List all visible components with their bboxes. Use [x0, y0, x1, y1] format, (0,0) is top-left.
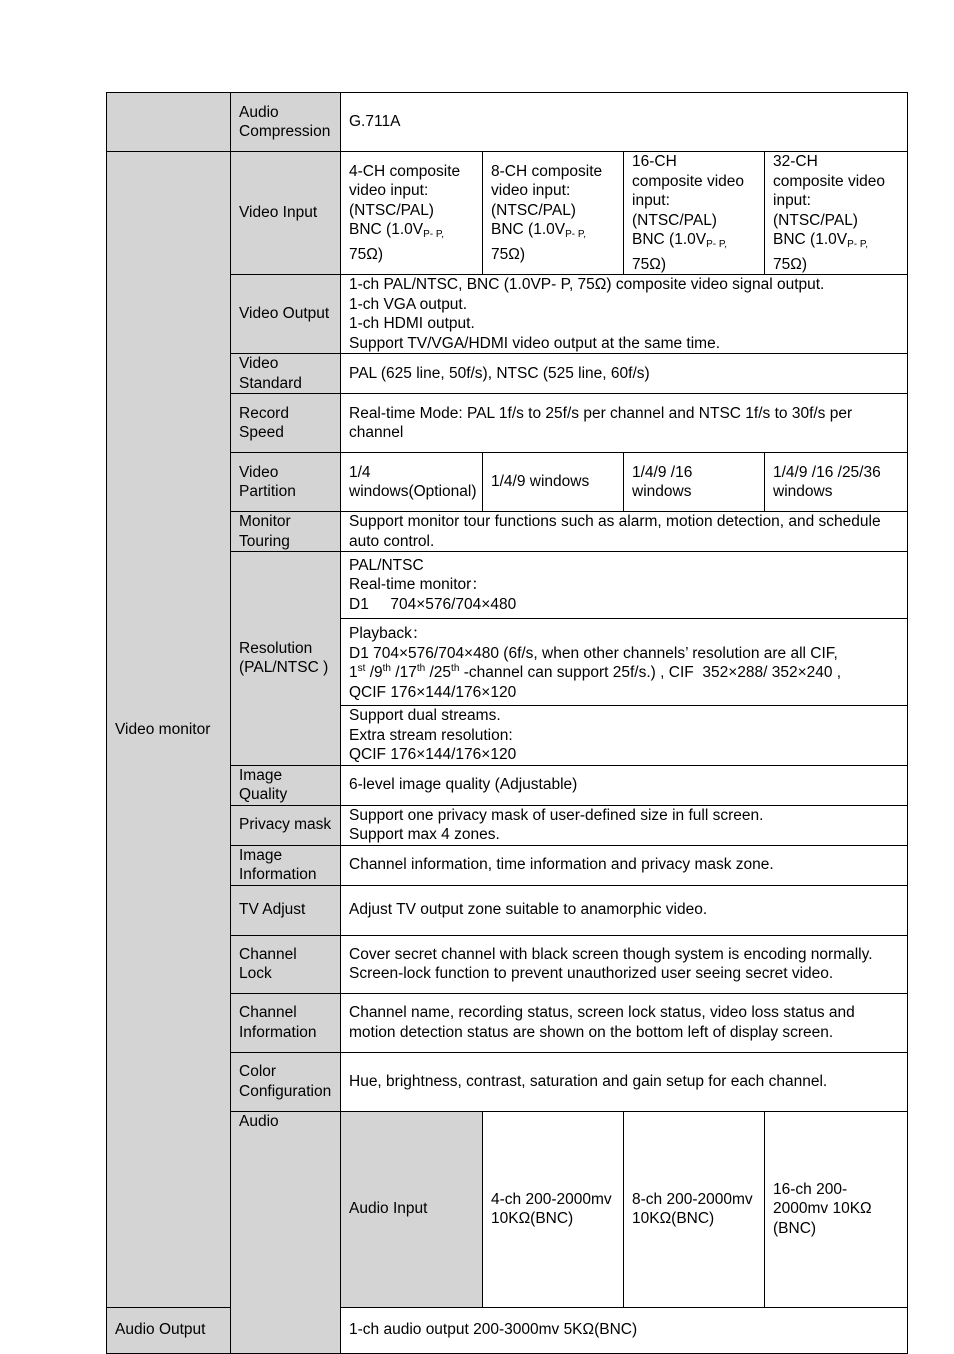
audio-input-4ch: 4-ch 200-2000mv 10KΩ(BNC)	[483, 1111, 624, 1307]
feature-label-video-input: Video Input	[231, 152, 341, 275]
value-resolution-live: PAL/NTSC Real-time monitor： D1 704×576/704×480	[341, 552, 908, 619]
feature-label-privacy-mask: Privacy mask	[231, 805, 341, 845]
value-privacy-mask: Support one privacy mask of user-defined size in full screen. Support max 4 zones.	[341, 805, 908, 845]
audio-input-8ch: 8-ch 200-2000mv 10KΩ(BNC)	[624, 1111, 765, 1307]
category-video-monitor	[107, 152, 231, 1308]
feature-label-channel-lock: Channel Lock	[231, 935, 341, 993]
video-input-8ch: 8-CH composite video input: (NTSC/PAL) BNC ($1.0V_{P- P,}$ 75Ω)	[483, 152, 624, 275]
feature-label-color-configuration: Color Configuration	[231, 1052, 341, 1111]
feature-label-tv-adjust: TV Adjust	[231, 885, 341, 935]
value-resolution-extra-stream: Support dual streams. Extra stream resolution: QCIF 176×144/176×120	[341, 706, 908, 766]
audio-input-16ch: 16-ch 200-2000mv 10KΩ (BNC)	[765, 1111, 908, 1307]
feature-label-video-standard: Video Standard	[231, 354, 341, 394]
feature-label-monitor-touring: Monitor Touring	[231, 512, 341, 552]
video-partition-32ch: 1/4/9 /16 /25/36 windows	[765, 453, 908, 512]
value-audio-output: 1-ch audio output 200-3000mv 5KΩ(BNC)	[341, 1307, 908, 1353]
video-partition-4ch: 1/4 windows(Optional)	[341, 453, 483, 512]
feature-label-audio-output: Audio Output	[107, 1307, 231, 1353]
video-input-4ch: 4-CH composite video input: (NTSC/PAL) BNC ($1.0V_{P- P,}$ 75Ω)	[341, 152, 483, 275]
value-channel-information: Channel name, recording status, screen lock status, video loss status and motion detection status are shown on the bottom left of display screen.	[341, 993, 908, 1052]
feature-label-audio-input: Audio Input	[341, 1111, 483, 1307]
value-video-output: 1-ch PAL/NTSC, BNC (1.0VP- P, 75Ω) composite video signal output. 1-ch VGA output. 1-ch HDMI output. Support TV/VGA/HDMI video output at the same time.	[341, 275, 908, 354]
value-monitor-touring: Support monitor tour functions such as alarm, motion detection, and schedule auto control.	[341, 512, 908, 552]
value-record-speed: Real-time Mode: PAL 1f/s to 25f/s per channel and NTSC 1f/s to 30f/s per channel	[341, 394, 908, 453]
value-channel-lock: Cover secret channel with black screen though system is encoding normally. Screen-lock function to prevent unauthorized user seeing secret video.	[341, 935, 908, 993]
video-input-16ch: 16-CH composite video input: (NTSC/PAL) BNC ($1.0V_{P- P,}$ 75Ω)	[624, 152, 765, 275]
value-image-quality: 6-level image quality (Adjustable)	[341, 765, 908, 805]
feature-label-video-output: Video Output	[231, 275, 341, 354]
feature-label-video-partition: Video Partition	[231, 453, 341, 512]
feature-label-image-information: Image Information	[231, 845, 341, 885]
category-label: Audio	[239, 1112, 279, 1130]
value-resolution-playback: Playback： D1 704×576/704×480 (6f/s, when other channels’ resolution are all CIF, 1st /9th /17th /25th -channel can support 25f/s.) , CIF 352×288/ 352×240 , QCIF 176×144/176×120	[341, 619, 908, 706]
feature-label-resolution: Resolution (PAL/NTSC )	[231, 552, 341, 766]
video-partition-16ch: 1/4/9 /16 windows	[624, 453, 765, 512]
video-input-32ch: 32-CH composite video input: (NTSC/PAL) BNC ($1.0V_{P- P,}$ 75Ω)	[765, 152, 908, 275]
value-tv-adjust: Adjust TV output zone suitable to anamorphic video.	[341, 885, 908, 935]
spec-table	[106, 92, 908, 1354]
feature-label-channel-information: Channel Information	[231, 993, 341, 1052]
category-cell-empty	[107, 93, 231, 152]
value-audio-compression: G.711A	[341, 93, 908, 152]
feature-label-image-quality: Image Quality	[231, 765, 341, 805]
category-label: Video monitor	[115, 720, 211, 738]
value-image-information: Channel information, time information and privacy mask zone.	[341, 845, 908, 885]
video-partition-8ch: 1/4/9 windows	[483, 453, 624, 512]
feature-label-record-speed: Record Speed	[231, 394, 341, 453]
category-audio	[231, 1111, 341, 1353]
value-color-configuration: Hue, brightness, contrast, saturation and gain setup for each channel.	[341, 1052, 908, 1111]
value-video-standard: PAL (625 line, 50f/s), NTSC (525 line, 60f/s)	[341, 354, 908, 394]
feature-label-audio-compression: Audio Compression	[231, 93, 341, 152]
